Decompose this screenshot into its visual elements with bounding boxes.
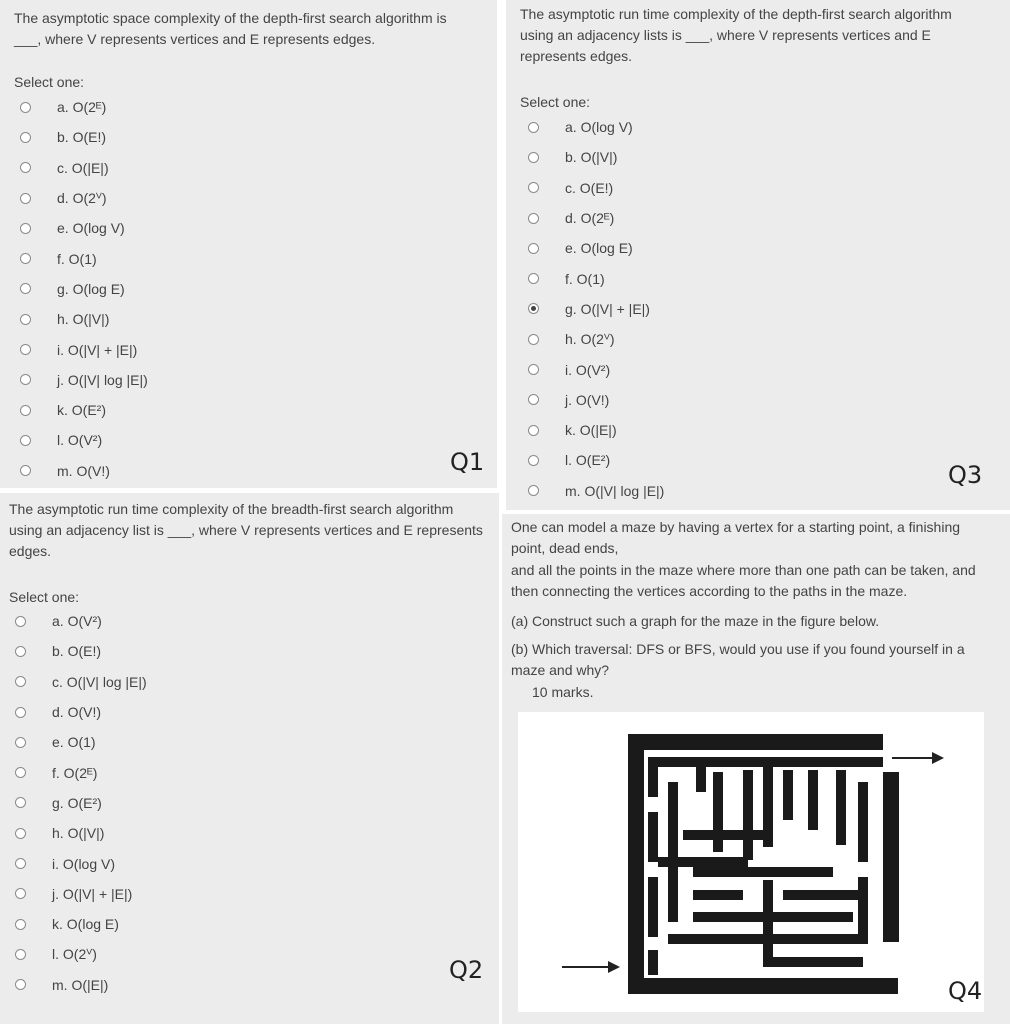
- q2-option[interactable]: [15, 788, 147, 818]
- q4-tag: Q4: [948, 977, 983, 1005]
- exit-arrow: [892, 757, 934, 759]
- radio-button[interactable]: [20, 132, 31, 143]
- q3-select-label: Select one:: [520, 94, 591, 110]
- radio-button[interactable]: [20, 193, 31, 204]
- q4-para1: One can model a maze by having a vertex for a starting point, a finishing point, dead ends,: [511, 519, 961, 556]
- q2-option[interactable]: [15, 727, 147, 757]
- q1-option[interactable]: [20, 304, 148, 334]
- q3-option[interactable]: [528, 142, 664, 172]
- radio-button[interactable]: [20, 314, 31, 325]
- radio-button[interactable]: [528, 213, 539, 224]
- radio-button[interactable]: [20, 162, 31, 173]
- q4-panel: [502, 514, 1010, 1024]
- option-label: j. O(V!): [565, 391, 610, 408]
- q1-option[interactable]: [20, 425, 148, 455]
- radio-button[interactable]: [15, 646, 26, 657]
- radio-button[interactable]: [15, 676, 26, 687]
- q2-option[interactable]: [15, 970, 147, 1000]
- q2-options: [15, 606, 147, 1000]
- option-label: b. O(E!): [57, 129, 107, 146]
- radio-button[interactable]: [20, 435, 31, 446]
- option-label: f. O(1): [565, 270, 605, 287]
- option-label: c. O(|E|): [57, 159, 109, 176]
- q2-select-label: Select one:: [9, 589, 80, 605]
- radio-button[interactable]: [528, 334, 539, 345]
- radio-button[interactable]: [528, 243, 539, 254]
- q3-option[interactable]: [528, 294, 664, 324]
- q4-para2: and all the points in the maze where more than one path can be taken, and then connecting the vertices according to the paths in the maze.: [511, 562, 976, 599]
- q2-option[interactable]: [15, 879, 147, 909]
- entry-arrow-head: [608, 961, 620, 973]
- radio-button[interactable]: [20, 374, 31, 385]
- q2-question: The asymptotic run time complexity of the breadth-first search algorithm using an adjacency list is ___, where V represents vertices and E represents edges.: [9, 501, 483, 559]
- q3-option[interactable]: [528, 324, 664, 354]
- radio-button[interactable]: [20, 344, 31, 355]
- q1-panel: [0, 0, 497, 488]
- radio-button[interactable]: [20, 223, 31, 234]
- q3-question: The asymptotic run time complexity of the depth-first search algorithm using an adjacency lists is ___, where V represents vertices and E represents edges.: [520, 6, 952, 64]
- option-label: k. O(|E|): [565, 422, 617, 439]
- option-label: a. O(2ᴱ): [57, 99, 107, 116]
- radio-button[interactable]: [528, 152, 539, 163]
- q3-option[interactable]: [528, 233, 664, 263]
- q4-marks: 10 marks.: [532, 684, 594, 700]
- q1-option[interactable]: [20, 456, 148, 486]
- option-label: d. O(2ⱽ): [57, 189, 107, 206]
- option-label: j. O(|V| + |E|): [52, 885, 133, 902]
- radio-button[interactable]: [528, 182, 539, 193]
- option-label: c. O(|V| log |E|): [52, 673, 147, 690]
- option-label: k. O(log E): [52, 916, 119, 933]
- q2-option[interactable]: [15, 667, 147, 697]
- q3-option[interactable]: [528, 263, 664, 293]
- radio-button[interactable]: [528, 455, 539, 466]
- q2-option[interactable]: [15, 818, 147, 848]
- q3-option[interactable]: [528, 173, 664, 203]
- maze-figure: [518, 712, 984, 1012]
- q2-tag: Q2: [449, 956, 484, 984]
- q4-part-b: (b) Which traversal: DFS or BFS, would you use if you found yourself in a maze and why?: [511, 641, 965, 678]
- option-label: i. O(V²): [565, 361, 611, 378]
- entry-arrow: [562, 966, 610, 968]
- q3-option[interactable]: [528, 112, 664, 142]
- radio-button[interactable]: [528, 364, 539, 375]
- option-label: i. O(|V| + |E|): [57, 341, 138, 358]
- option-label: e. O(log E): [565, 240, 633, 257]
- q1-option[interactable]: [20, 365, 148, 395]
- option-label: e. O(1): [52, 734, 96, 751]
- q3-option[interactable]: [528, 385, 664, 415]
- q1-option[interactable]: [20, 122, 148, 152]
- option-label: h. O(|V|): [57, 311, 110, 328]
- radio-button[interactable]: [528, 122, 539, 133]
- q3-option[interactable]: [528, 203, 664, 233]
- q1-option[interactable]: [20, 395, 148, 425]
- radio-button[interactable]: [528, 485, 539, 496]
- radio-button[interactable]: [528, 273, 539, 284]
- radio-button[interactable]: [528, 303, 539, 314]
- radio-button[interactable]: [20, 102, 31, 113]
- q1-option[interactable]: [20, 183, 148, 213]
- q3-option[interactable]: [528, 476, 664, 506]
- radio-button[interactable]: [528, 425, 539, 436]
- radio-button[interactable]: [15, 737, 26, 748]
- option-label: f. O(1): [57, 250, 97, 267]
- option-label: b. O(|V|): [565, 149, 618, 166]
- q3-panel: [506, 0, 1010, 510]
- option-label: g. O(log E): [57, 280, 125, 297]
- radio-button[interactable]: [15, 616, 26, 627]
- option-label: m. O(|V| log |E|): [565, 482, 665, 499]
- q1-option[interactable]: [20, 334, 148, 364]
- q2-option[interactable]: [15, 939, 147, 969]
- q2-panel: [0, 493, 499, 1024]
- radio-button[interactable]: [15, 707, 26, 718]
- radio-button[interactable]: [20, 253, 31, 264]
- radio-button[interactable]: [15, 858, 26, 869]
- option-label: l. O(V²): [57, 432, 103, 449]
- option-label: g. O(E²): [52, 794, 102, 811]
- q1-option[interactable]: [20, 274, 148, 304]
- radio-button[interactable]: [20, 465, 31, 476]
- q1-options: [20, 92, 148, 486]
- q3-option[interactable]: [528, 415, 664, 445]
- radio-button[interactable]: [15, 797, 26, 808]
- radio-button[interactable]: [15, 828, 26, 839]
- q2-option[interactable]: [15, 757, 147, 787]
- option-label: b. O(E!): [52, 643, 102, 660]
- radio-button[interactable]: [20, 283, 31, 294]
- option-label: c. O(E!): [565, 179, 614, 196]
- option-label: i. O(log V): [52, 855, 116, 872]
- q1-tag: Q1: [450, 448, 485, 476]
- q1-select-label: Select one:: [14, 74, 85, 90]
- q3-options: [528, 112, 664, 506]
- option-label: e. O(log V): [57, 220, 125, 237]
- option-label: h. O(|V|): [52, 825, 105, 842]
- option-label: j. O(|V| log |E|): [57, 371, 148, 388]
- q3-option[interactable]: [528, 354, 664, 384]
- option-label: a. O(V²): [52, 613, 102, 630]
- radio-button[interactable]: [15, 919, 26, 930]
- option-label: d. O(V!): [52, 704, 102, 721]
- q2-option[interactable]: [15, 606, 147, 636]
- q2-option[interactable]: [15, 697, 147, 727]
- radio-button[interactable]: [15, 888, 26, 899]
- option-label: a. O(log V): [565, 119, 633, 136]
- q2-option[interactable]: [15, 636, 147, 666]
- option-label: k. O(E²): [57, 402, 106, 419]
- q1-option[interactable]: [20, 92, 148, 122]
- radio-button[interactable]: [15, 979, 26, 990]
- exit-arrow-head: [932, 752, 944, 764]
- option-label: l. O(2ⱽ): [52, 945, 97, 962]
- option-label: h. O(2ⱽ): [565, 330, 615, 347]
- option-label: g. O(|V| + |E|): [565, 300, 650, 317]
- option-label: m. O(|E|): [52, 976, 109, 993]
- q1-option[interactable]: [20, 153, 148, 183]
- radio-button[interactable]: [15, 767, 26, 778]
- q3-tag: Q3: [948, 461, 983, 489]
- option-label: l. O(E²): [565, 452, 611, 469]
- q2-option[interactable]: [15, 909, 147, 939]
- option-label: f. O(2ᴱ): [52, 764, 98, 781]
- radio-button[interactable]: [20, 405, 31, 416]
- q1-option[interactable]: [20, 213, 148, 243]
- option-label: d. O(2ᴱ): [565, 210, 615, 227]
- q3-option[interactable]: [528, 445, 664, 475]
- radio-button[interactable]: [528, 394, 539, 405]
- q2-option[interactable]: [15, 848, 147, 878]
- q4-part-a: (a) Construct such a graph for the maze in the figure below.: [511, 613, 880, 629]
- q1-option[interactable]: [20, 243, 148, 273]
- option-label: m. O(V!): [57, 462, 110, 479]
- radio-button[interactable]: [15, 949, 26, 960]
- q1-question: The asymptotic space complexity of the depth-first search algorithm is ___, where V represents vertices and E represents edges.: [14, 10, 447, 47]
